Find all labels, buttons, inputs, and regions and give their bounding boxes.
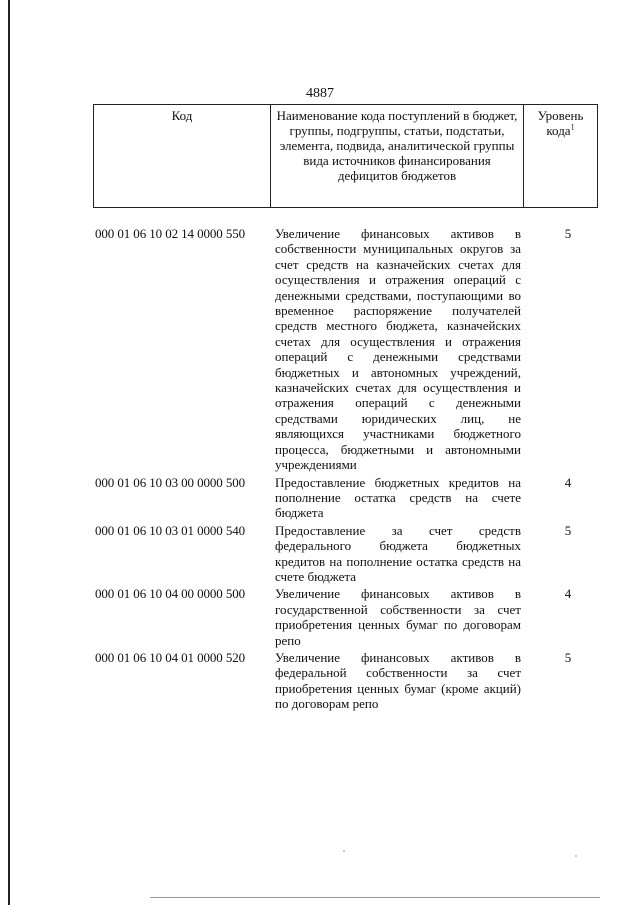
row-code: 000 01 06 10 03 00 0000 500 xyxy=(95,474,246,490)
row-description: Увеличение финансовых активов в государственной собственности за счет приобретения ценных бумаг по договорам репо xyxy=(275,586,521,648)
row-level: 5 xyxy=(564,226,572,241)
row-level: 4 xyxy=(564,586,572,602)
table-row xyxy=(95,650,595,712)
row-code: 000 01 06 10 03 01 0000 540 xyxy=(95,522,246,538)
row-description: Увеличение финансовых активов в собственности муниципальных округов за счет средств на казначейских счетах для осуществления и отражения операций с денежными средствами, поступающими во временное распоряжение получателей средств местного бюджета, казначейских счетах для осуществления и отражения операций с денежными средствами бюджетных и автономных учреждений, казначейских счетах для осуществления и отражения операций с денежными средствами юридических лиц, не являющихся участниками бюджетного процесса, бюджетными и автономными учреждениями xyxy=(275,226,521,473)
table-row xyxy=(95,475,595,521)
page-number: 4887 xyxy=(306,86,334,101)
scan-speck xyxy=(343,850,345,852)
row-description: Увеличение финансовых активов в федеральной собственности за счет приобретения ценных бумаг (кроме акций) по договорам репо xyxy=(275,649,521,712)
row-level: 5 xyxy=(564,522,572,538)
header-name: Наименование кода поступлений в бюджет, группы, подгруппы, статьи, подстатьи, элемента, подвида, аналитической группы вида источников финансирования дефицитов бюджетов xyxy=(271,105,524,207)
header-code: Код xyxy=(94,105,271,207)
header-level-label: Уровень кода xyxy=(537,108,584,138)
header-level-footnote: 1 xyxy=(570,122,575,132)
row-description: Предоставление бюджетных кредитов на пополнение остатка средств на счете бюджета xyxy=(275,474,521,521)
row-description: Предоставление за счет средств федерального бюджета бюджетных кредитов на пополнение остатка средств на счете бюджета xyxy=(275,522,521,584)
row-code: 000 01 06 10 04 00 0000 500 xyxy=(95,586,246,602)
table-header xyxy=(93,104,598,208)
header-level xyxy=(524,105,597,207)
row-level: 4 xyxy=(564,474,572,490)
scan-speck xyxy=(575,855,577,857)
table-row xyxy=(95,226,595,473)
table-body xyxy=(95,226,595,714)
row-code: 000 01 06 10 04 01 0000 520 xyxy=(95,649,246,665)
table-row xyxy=(95,523,595,585)
row-level: 5 xyxy=(564,649,572,665)
row-code: 000 01 06 10 02 14 0000 550 xyxy=(95,226,246,241)
table-row xyxy=(95,586,595,648)
page-bottom-edge xyxy=(150,897,600,898)
page-left-edge xyxy=(8,0,10,905)
